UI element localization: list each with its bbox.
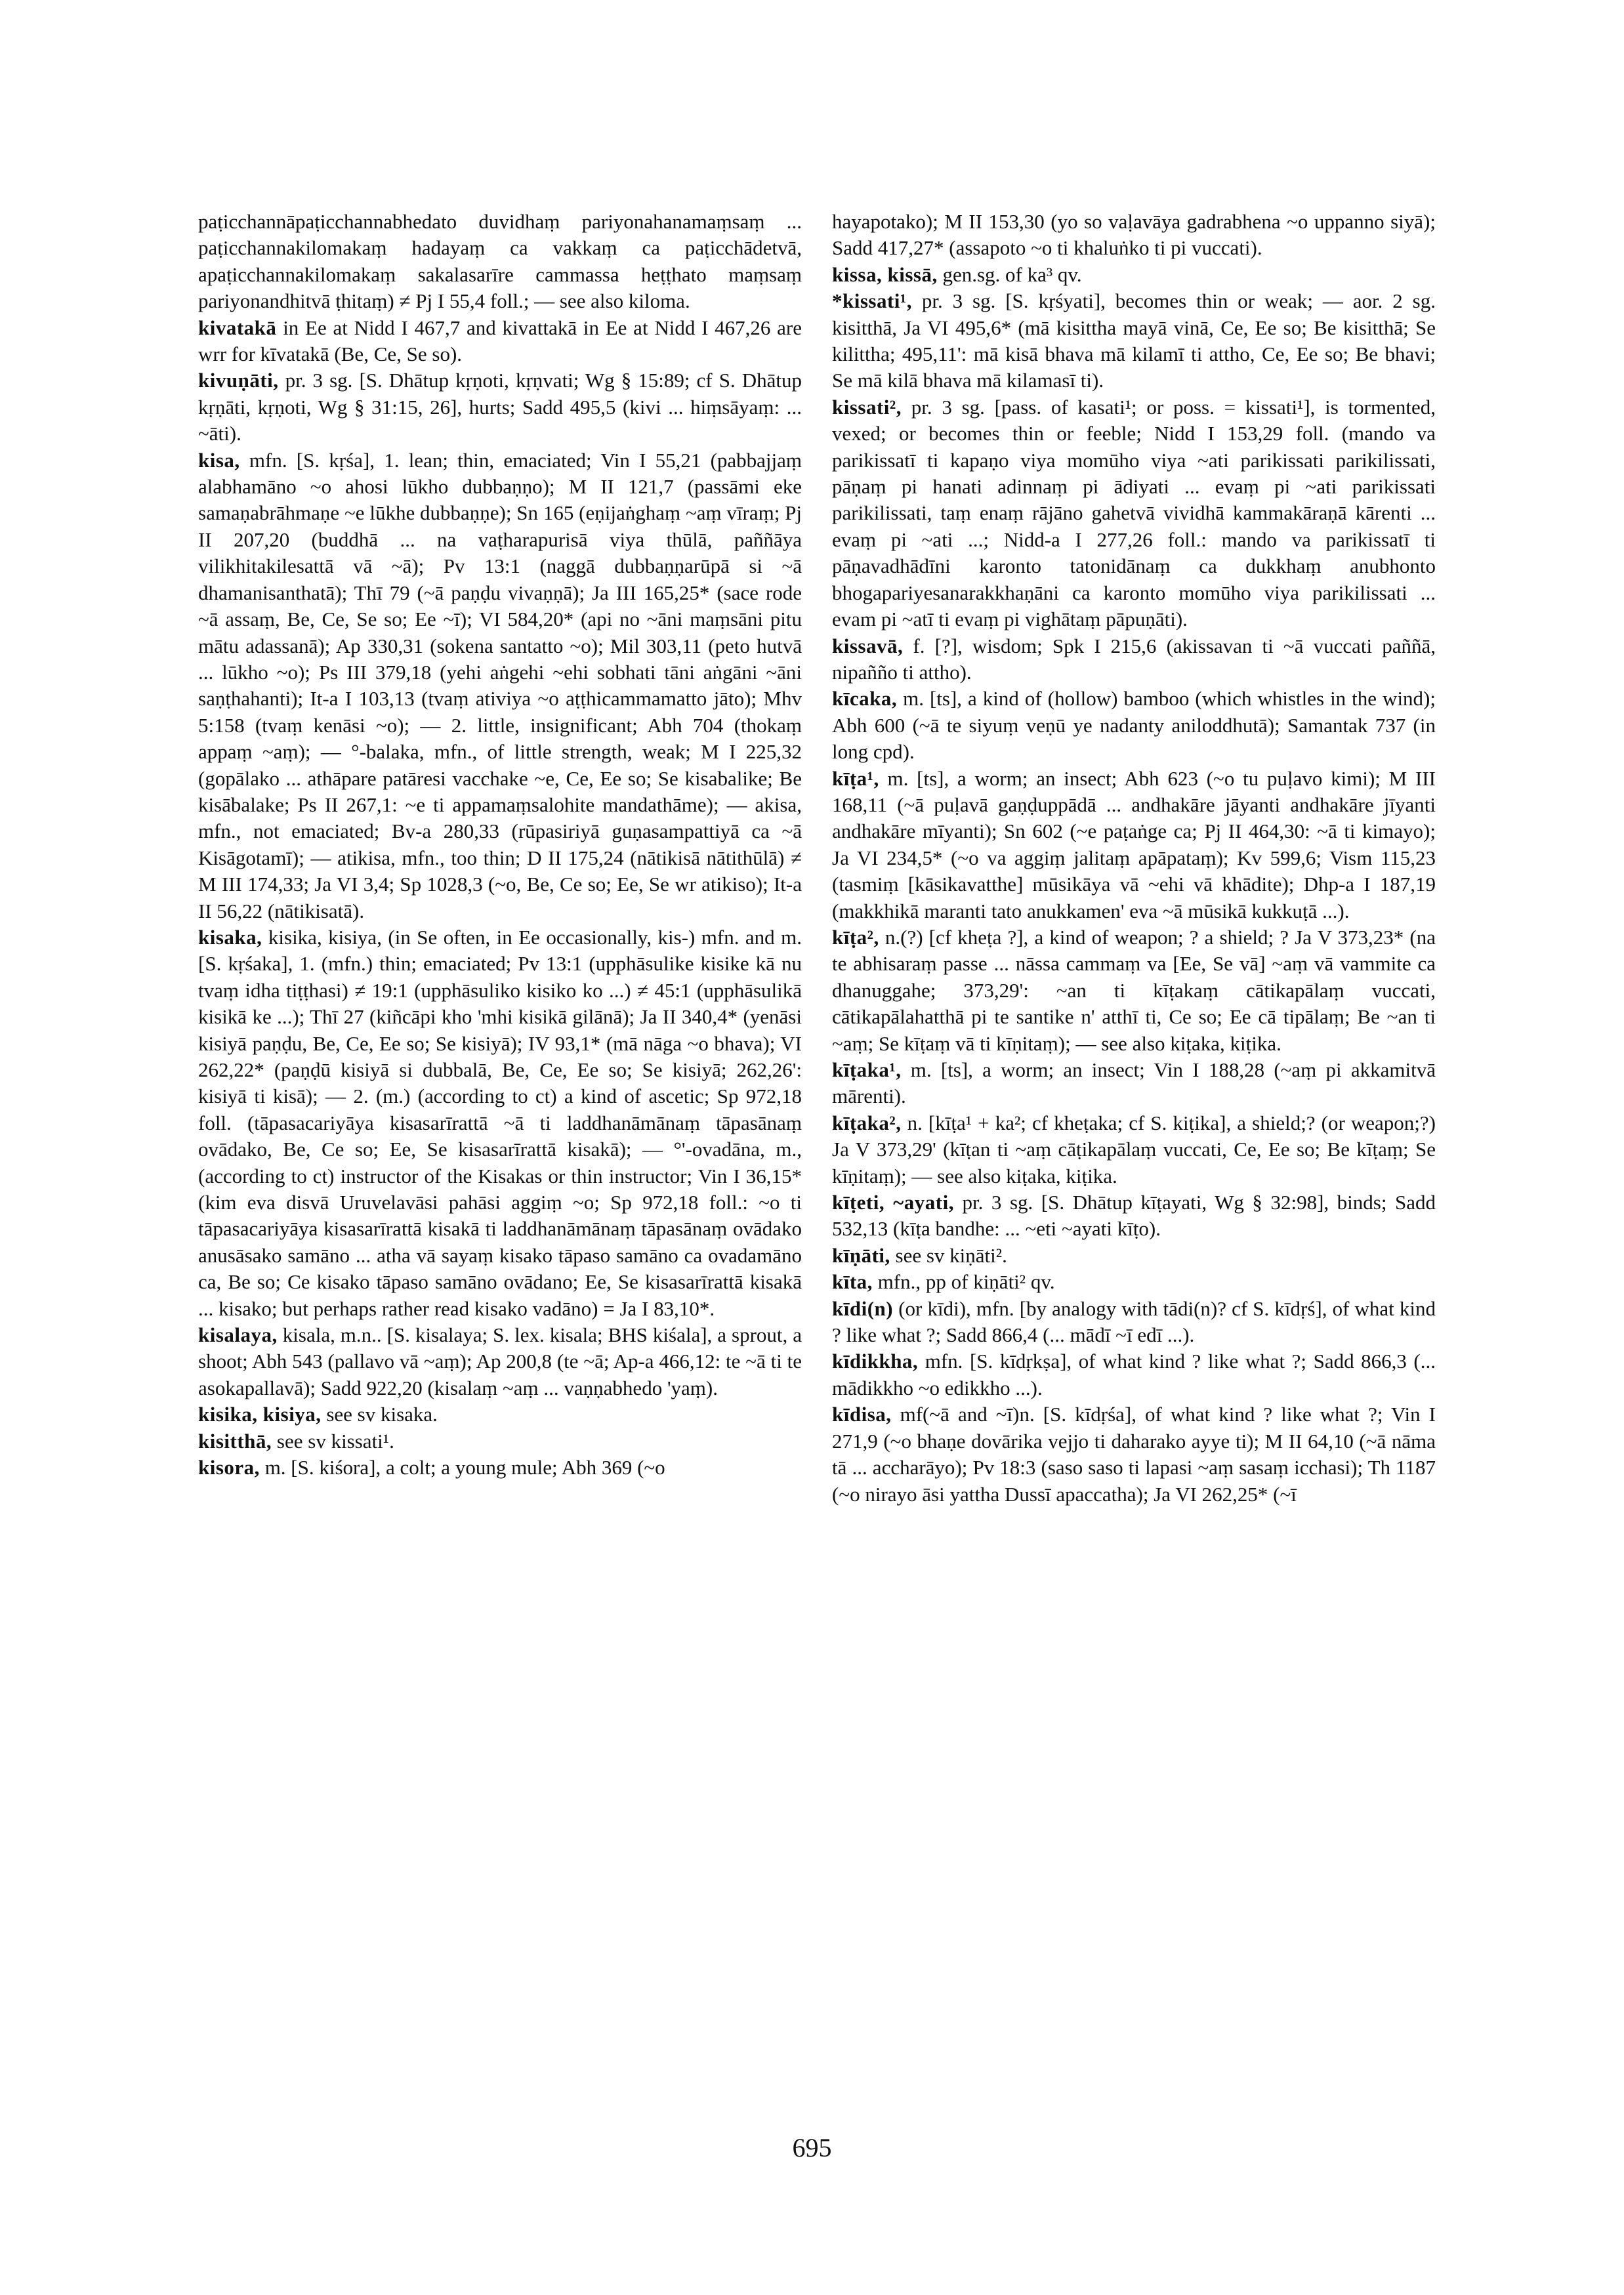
entry (198, 315, 802, 368)
page-number: 695 (792, 2133, 832, 2162)
entry (198, 1455, 802, 1481)
entry-text: m. [ts], a kind of (hollow) bamboo (which whistles in the wind); Abh 600 (~ā te siyuṃ veṇū ye nadanty aniloddhutā); Samantak 737 (in long cpd). (832, 687, 1436, 764)
headword: kīṭaka¹, (832, 1058, 902, 1081)
entry (832, 1348, 1436, 1401)
entry (832, 1189, 1436, 1243)
entry (198, 1401, 802, 1428)
entry-text: m. [ts], a worm; an insect; Abh 623 (~o tu puḷavo kimi); M III 168,11 (~ā puḷavā gaṇḍuppādā ... andhakāre jāyanti andhakāre jīyanti andhakāre mīyanti); Sn 602 (~e paṭaṅge ca; Pj II 464,30: ~ā ti kimayo); Ja VI 234,5* (~o va aggiṃ jalitaṃ apāpataṃ); Kv 599,6; Vism 115,23 (tasmiṃ [kāsikavatthe] mūsikāya vā ~ehi vā khādite); Dhp-a I 187,19 (makkhikā maranti tato anukkamen' eva ~ā mūsikā kukkuṭā ...). (832, 766, 1436, 922)
entry (832, 1269, 1436, 1295)
entry-text: see sv kissati¹. (276, 1429, 394, 1453)
entry (832, 686, 1436, 765)
entry-text: (or kīdi), mfn. [by analogy with tādi(n)? cf S. kīdṛś], of what kind ? like what ?; Sadd 866,4 (... mādī ~ī edī ...). (832, 1296, 1436, 1347)
entry (198, 447, 802, 924)
entry-text: kisala, m.n.. [S. kisalaya; S. lex. kisala; BHS kiśala], a sprout, a shoot; Abh 543 (pallavo vā ~aṃ); Ap 200,8 (te ~ā; Ap-a 466,12: te ~ā ti te asokapallavā); Sadd 922,20 (kisalaṃ ~aṃ ... vaṇṇabhedo 'yaṃ). (198, 1323, 802, 1399)
entry-text: see sv kisaka. (326, 1403, 438, 1426)
headword: kīdi(n) (832, 1296, 894, 1320)
entry (832, 924, 1436, 1057)
headword: kissa, kissā, (832, 262, 938, 286)
entry-text: pr. 3 sg. [S. Dhātup kīṭayati, Wg § 32:98], binds; Sadd 532,13 (kīṭa bandhe: ... ~eti ~ayati kīṭo). (832, 1191, 1436, 1241)
headword: kīṇāti, (832, 1243, 890, 1267)
headword: kīdikkha, (832, 1350, 919, 1373)
entry-text: mfn., pp of kiṇāti² qv. (877, 1270, 1055, 1294)
headword: kisika, kisiya, (198, 1403, 322, 1426)
entry (198, 209, 802, 315)
entry (832, 633, 1436, 686)
left-column (198, 209, 802, 1481)
headword: kīta, (832, 1270, 873, 1294)
headword: kivuṇāti, (198, 369, 279, 392)
entry (832, 1401, 1436, 1508)
entry-text: m. [ts], a worm; an insect; Vin I 188,28 (~aṃ pi akkamitvā mārenti). (832, 1058, 1436, 1108)
entry-text: n. [kīṭa¹ + ka²; cf kheṭaka; cf S. kiṭika], a shield;? (or weapon;?) Ja V 373,29' (kīṭan ti ~aṃ cāṭikapālaṃ vuccati, Ce, Ee so; Be kīṭaṃ; Se kīṇitaṃ); — see also kiṭaka, kiṭika. (832, 1111, 1436, 1188)
headword: kīṭa¹, (832, 766, 879, 790)
headword: kīṭaka², (832, 1111, 902, 1134)
headword: kisitthā, (198, 1429, 272, 1453)
entry-text: in Ee at Nidd I 467,7 and kivattakā in Ee at Nidd I 467,26 are wrr for kīvatakā (Be, Ce, Se so). (198, 316, 802, 366)
entry (198, 924, 802, 1322)
entry-text: mf(~ā and ~ī)n. [S. kīdṛśa], of what kind ? like what ?; Vin I 271,9 (~o bhaṇe dovārika vejjo ti daharako ayye ti); M II 64,10 (~ā nāma tā ... accharāyo); Pv 18:3 (saso saso ti lapasi ~aṃ sasaṃ icchasi); Th 1187 (~o nirayo āsi yattha Dussī apaccatha); Ja VI 262,25* (~ī (832, 1403, 1436, 1506)
entry-text: pr. 3 sg. [S. Dhātup kṛṇoti, kṛṇvati; Wg § 15:89; cf S. Dhātup kṛṇāti, kṛṇoti, Wg § 31:15, 26], hurts; Sadd 495,5 (kivi ... hiṃsāyaṃ: ... ~āti). (198, 369, 802, 445)
headword: kivatakā (198, 316, 277, 339)
entry-text: n.(?) [cf kheṭa ?], a kind of weapon; ? a shield; ? Ja V 373,23* (na te abhisaraṃ passe ... nāssa cammaṃ va [Ee, Se vā] ~aṃ vā vammite ca dhanuggahe; 373,29': ~an ti kīṭakaṃ cātikapālaṃ vuccati, cātikapālahatthā pi te santike n' atthī ti, Ce so; Ee cā tipālaṃ; Be ~an ti ~aṃ; Se kīṭaṃ vā ti kīṇitaṃ); — see also kiṭaka, kiṭika. (832, 925, 1436, 1055)
headword: kissavā, (832, 634, 904, 657)
headword: kīcaka, (832, 687, 898, 711)
right-column (832, 209, 1436, 1508)
headword: kīṭeti, ~ayati, (832, 1191, 954, 1214)
headword: kīṭa², (832, 925, 879, 949)
headword: kisora, (198, 1456, 260, 1479)
headword: kisalaya, (198, 1323, 278, 1347)
entry (832, 1110, 1436, 1189)
entry-text: pr. 3 sg. [pass. of kasati¹; or poss. = kissati¹], is tormented, vexed; or becomes thin or feeble; Nidd I 153,29 foll. (mando va parikissatī ti kapaṇo viya momūho viya ~ati parikissati parikilissati, pāṇaṃ pi hanati adinnaṃ pi ādiyati ... evaṃ pi ~ati parikissati parikilissati, taṃ enaṃ rājāno gahetvā vividhā kammakāraṇā kārenti ... evaṃ pi ~ati ...; Nidd-a I 277,26 foll.: mando va parikissatī ti pāṇavadhādīni karonto tatonidānaṃ ca dukkhaṃ anubhonto bhogapariyesanarakkhaṇāni ca karonto momūho viya parikilissati ... evam pi ~atī ti evaṃ pi vighātaṃ pāpuṇāti). (832, 395, 1436, 631)
entry (832, 262, 1436, 288)
entry (832, 288, 1436, 394)
entry (198, 1322, 802, 1401)
entry-text: m. [S. kiśora], a colt; a young mule; Abh 369 (~o (264, 1456, 665, 1479)
entry (832, 1243, 1436, 1269)
headword: kisa, (198, 448, 240, 472)
entry-text: kisika, kisiya, (in Se often, in Ee occasionally, kis-) mfn. and m. [S. kṛśaka], 1. (mfn.) thin; emaciated; Pv 13:1 (upphāsulike kisike kā nu tvaṃ idha tiṭṭhasi) ≠ 19:1 (upphāsuliko kisiko ko ...) ≠ 45:1 (upphāsulikā kisikā ke ...); Thī 27 (kiñcāpi kho 'mhi kisikā gilānā); Ja II 340,4* (yenāsi kisiyā paṇḍu, Be, Ce, Ee so; Se kisiyā); IV 93,1* (mā nāga ~o bhava); VI 262,22* (paṇḍū kisiyā si dubbalā, Be, Ce, Ee so; Se kisiyā; 262,26': kisiyā ti kisā); — 2. (m.) (according to ct) a kind of ascetic; Sp 972,18 foll. (tāpasacariyāya kisasarīrattā ~ā ti laddhanāmānaṃ tāpasānaṃ ovādako, Be, Ce so; Ee, Se kisasarīrattā kisakā); — °'-ovadāna, m., (according to ct) instructor of the Kisakas or thin instructor; Vin I 36,15* (kim eva disvā Uruvelavāsi pahāsi aggiṃ ~o; Sp 972,18 foll.: ~o ti tāpasacariyāya kisasarīrattā kisakā ti laddhanāmānaṃ tāpasānaṃ ovādako anusāsako samāno ... atha vā sayaṃ kisako tāpaso samāno ca ovadamāno ca, Be so; Ce kisako tāpaso samāno ovādano; Ee, Se kisasarīrattā kisakā ... kisako; but perhaps rather read kisako vadāno) = Ja I 83,10*. (198, 925, 802, 1320)
entry (832, 394, 1436, 633)
headword: kisaka, (198, 925, 262, 949)
entry (832, 1296, 1436, 1349)
entry-text: gen.sg. of ka³ qv. (942, 262, 1082, 286)
entry-text: hayapotako); M II 153,30 (yo so vaḷavāya gadrabhena ~o uppanno siyā); Sadd 417,27* (assapoto ~o ti khaluṅko ti pi vuccati). (832, 210, 1436, 260)
entry (832, 209, 1436, 262)
entry-text: mfn. [S. kīdṛkṣa], of what kind ? like what ?; Sadd 866,3 (... mādikkho ~o edikkho ...). (832, 1350, 1436, 1399)
headword: kissati², (832, 395, 902, 419)
entry (198, 1428, 802, 1455)
entry (832, 1057, 1436, 1110)
entry (832, 766, 1436, 924)
entry-text: paṭicchannāpaṭicchannabhedato duvidhaṃ pariyonahanamaṃsaṃ ... paṭicchannakilomakaṃ hadayaṃ ca vakkaṃ ca paṭicchādetvā, apaṭicchannakilomakaṃ sakalasarīre cammassa heṭṭhato maṃsaṃ pariyonandhitvā ṭhitaṃ) ≠ Pj I 55,4 foll.; — see also kiloma. (198, 210, 802, 313)
entry-text: see sv kiṇāti². (895, 1243, 1007, 1267)
entry (198, 367, 802, 447)
entry-text: pr. 3 sg. [S. kṛśyati], becomes thin or weak; — aor. 2 sg. kisitthā, Ja VI 495,6* (mā kisittha mayā vinā, Ce, Ee so; Be kisitthā; Se kilittha; 495,11': mā kisā bhava mā kilamī ti attho, Ce, Ee so; Be bhavi; Se mā kilā bhava mā kilamasī ti). (832, 289, 1436, 392)
headword: *kissati¹, (832, 289, 912, 313)
entry-text: mfn. [S. kṛśa], 1. lean; thin, emaciated; Vin I 55,21 (pabbajjaṃ alabhamāno ~o ahosi lūkho dubbaṇṇo); M II 121,7 (passāmi eke samaṇabrāhmaṇe ~e lūkhe dubbaṇṇe); Sn 165 (eṇijaṅghaṃ ~aṃ vīraṃ; Pj II 207,20 (buddhā ... na vaṭharapurisā viya thūlā, paññāya vilikhitakilesattā vā ~ā); Pv 13:1 (naggā dubbaṇṇarūpā si ~ā dhamanisanthatā); Thī 79 (~ā paṇḍu vivaṇṇā); Ja III 165,25* (sace rode ~ā assaṃ, Be, Ce, Se so; Ee ~ī); VI 584,20* (api no ~āni maṃsāni pitu mātu adassanā); Ap 330,31 (sokena santatto ~o); Mil 303,11 (peto hutvā ... lūkho ~o); Ps III 379,18 (yehi aṅgehi ~ehi sobhati tāni aṅgāni ~āni saṇṭhahanti); It-a I 103,13 (tvaṃ ativiya ~o aṭṭhicammamatto jāto); Mhv 5:158 (tvaṃ kenāsi ~o); — 2. little, insignificant; Abh 704 (thokaṃ appaṃ ~aṃ); — °-balaka, mfn., of little strength, weak; M I 225,32 (gopālako ... athāpare patāresi vacchake ~e, Ce, Ee so; Se kisabalike; Be kisābalake; Ps II 267,1: ~e ti appamaṃsalohite mandathāme); — akisa, mfn., not emaciated; Bv-a 280,33 (rūpasiriyā guṇasampattiyā ca ~ā Kisāgotamī); — atikisa, mfn., too thin; D II 175,24 (nātikisā nātithūlā) ≠ M III 174,33; Ja VI 3,4; Sp 1028,3 (~o, Be, Ce so; Ee, Se wr atikiso); It-a II 56,22 (nātikisatā). (198, 448, 802, 922)
headword: kīdisa, (832, 1403, 892, 1426)
entry-text: f. [?], wisdom; Spk I 215,6 (akissavan ti ~ā vuccati paññā, nipañño ti attho). (832, 634, 1436, 684)
